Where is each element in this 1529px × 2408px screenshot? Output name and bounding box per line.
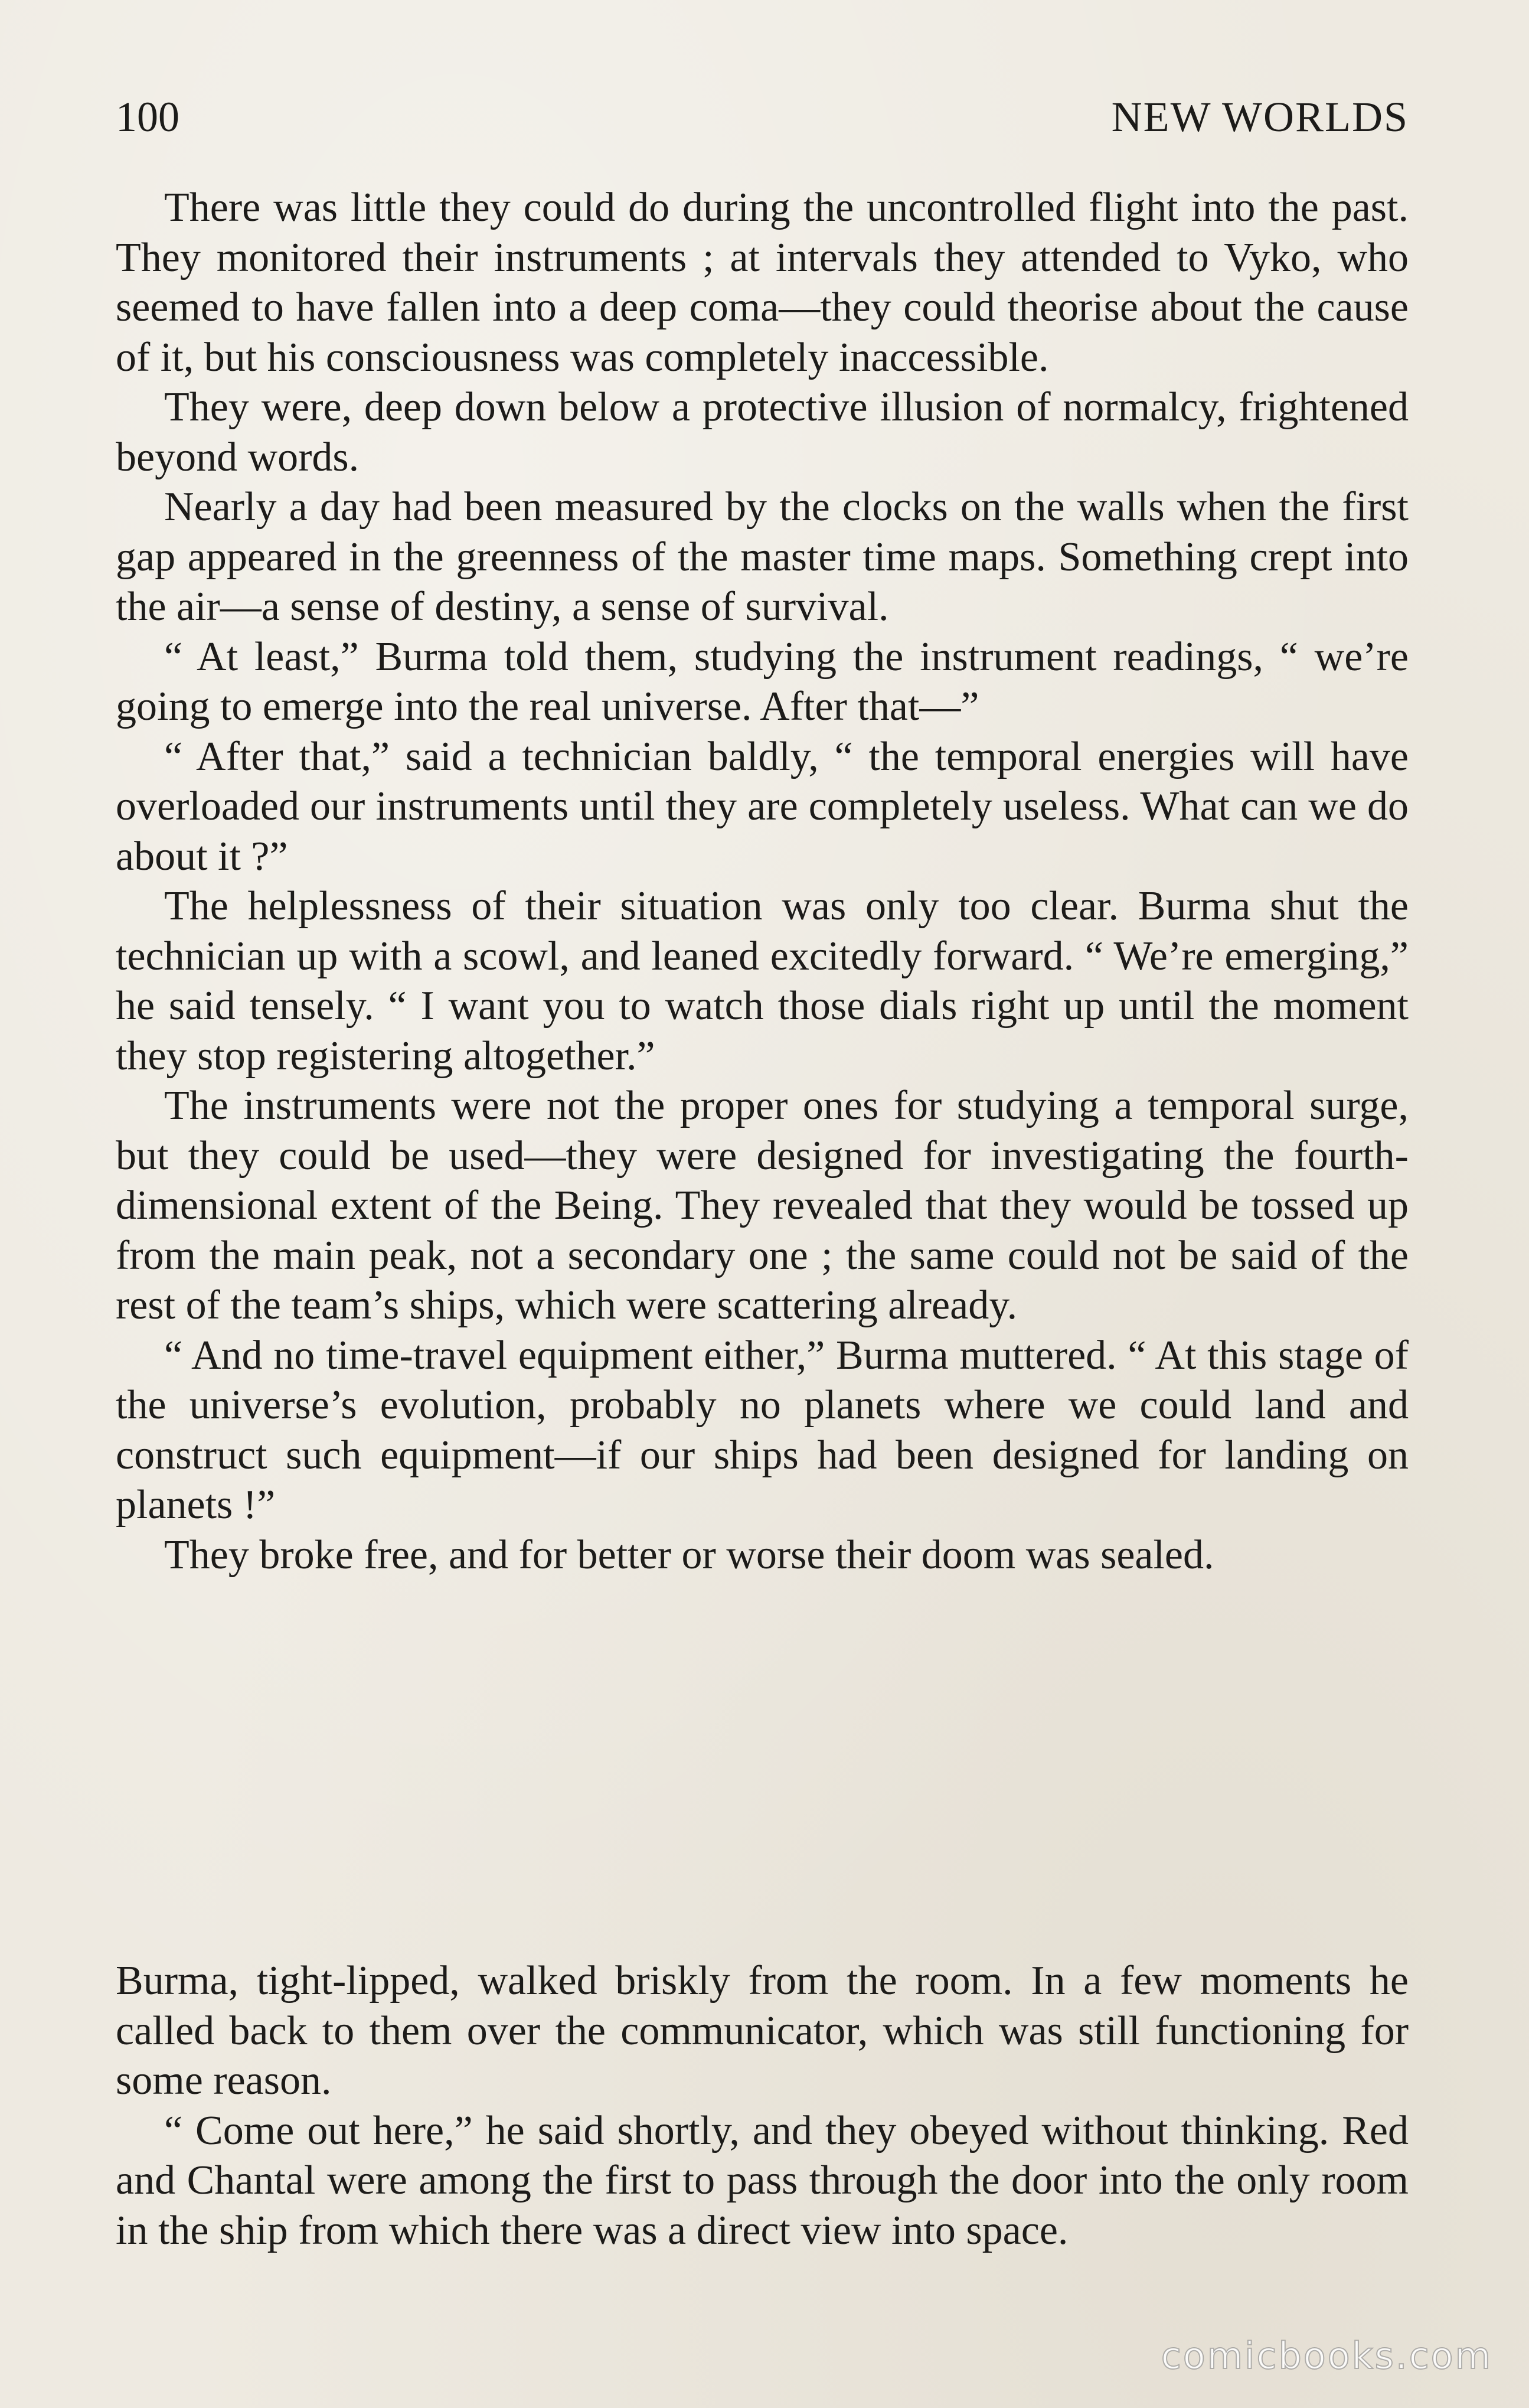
paragraph: “ Come out here,” he said shortly, and they obeyed without thinking. Red and Chantal were among the first to pass through the door into the only room in the ship from which there was a direct view into space. [116, 2107, 1409, 2253]
paragraph: They were, deep down below a protective illusion of normalcy, frightened beyond words. [116, 384, 1409, 480]
paragraph: The instruments were not the proper ones for studying a temporal surge, but they could be used—they were designed for investigating the fourth-dimensional extent of the Being. They revealed that they would be tossed up from the main peak, not a secondary one ; the same could not be said of the rest of the team’s ships, which were scattering already. [116, 1083, 1409, 1328]
paragraph: There was little they could do during the uncontrolled flight into the past. They monitored their instruments ; at intervals they attended to Vyko, who seemed to have fallen into a deep coma—they could theorise about the cause of it, but his consciousness was completely inaccessible. [116, 185, 1409, 380]
paragraph: They broke free, and for better or worse their doom was sealed. [164, 1532, 1214, 1578]
page-number: 100 [116, 93, 179, 141]
paragraph: Nearly a day had been measured by the clocks on the walls when the first gap appeared in the greenness of the master time maps. Something crept into the air—a sense of destiny, a sense of survival. [116, 484, 1409, 629]
text-section-1 [116, 183, 1409, 1580]
magazine-title: NEW WORLDS [1111, 93, 1409, 141]
paragraph: Burma, tight-lipped, walked briskly from the room. In a few moments he called back to them over the communicator, which was still functioning for some reason. [116, 1958, 1409, 2103]
paragraph: The helplessness of their situation was only too clear. Burma shut the technician up with a scowl, and leaned excitedly forward. “ We’re emerging,” he said tensely. “ I want you to watch those dials right up until the moment they stop registering altogether.” [116, 883, 1409, 1079]
paragraph: “ After that,” said a technician baldly, “ the temporal energies will have overloaded our instruments until they are completely useless. What can we do about it ?” [116, 733, 1409, 879]
text-section-2 [116, 1956, 1409, 2256]
watermark-logo: comicbooks.com [1161, 2334, 1492, 2377]
running-head [116, 87, 1409, 146]
paragraph: “ At least,” Burma told them, studying the instrument readings, “ we’re going to emerge into the real universe. After that—” [116, 634, 1409, 729]
paragraph: “ And no time-travel equipment either,” Burma muttered. “ At this stage of the universe’s evolution, probably no planets where we could land and construct such equipment—if our ships had been designed for landing on planets !” [116, 1332, 1409, 1528]
